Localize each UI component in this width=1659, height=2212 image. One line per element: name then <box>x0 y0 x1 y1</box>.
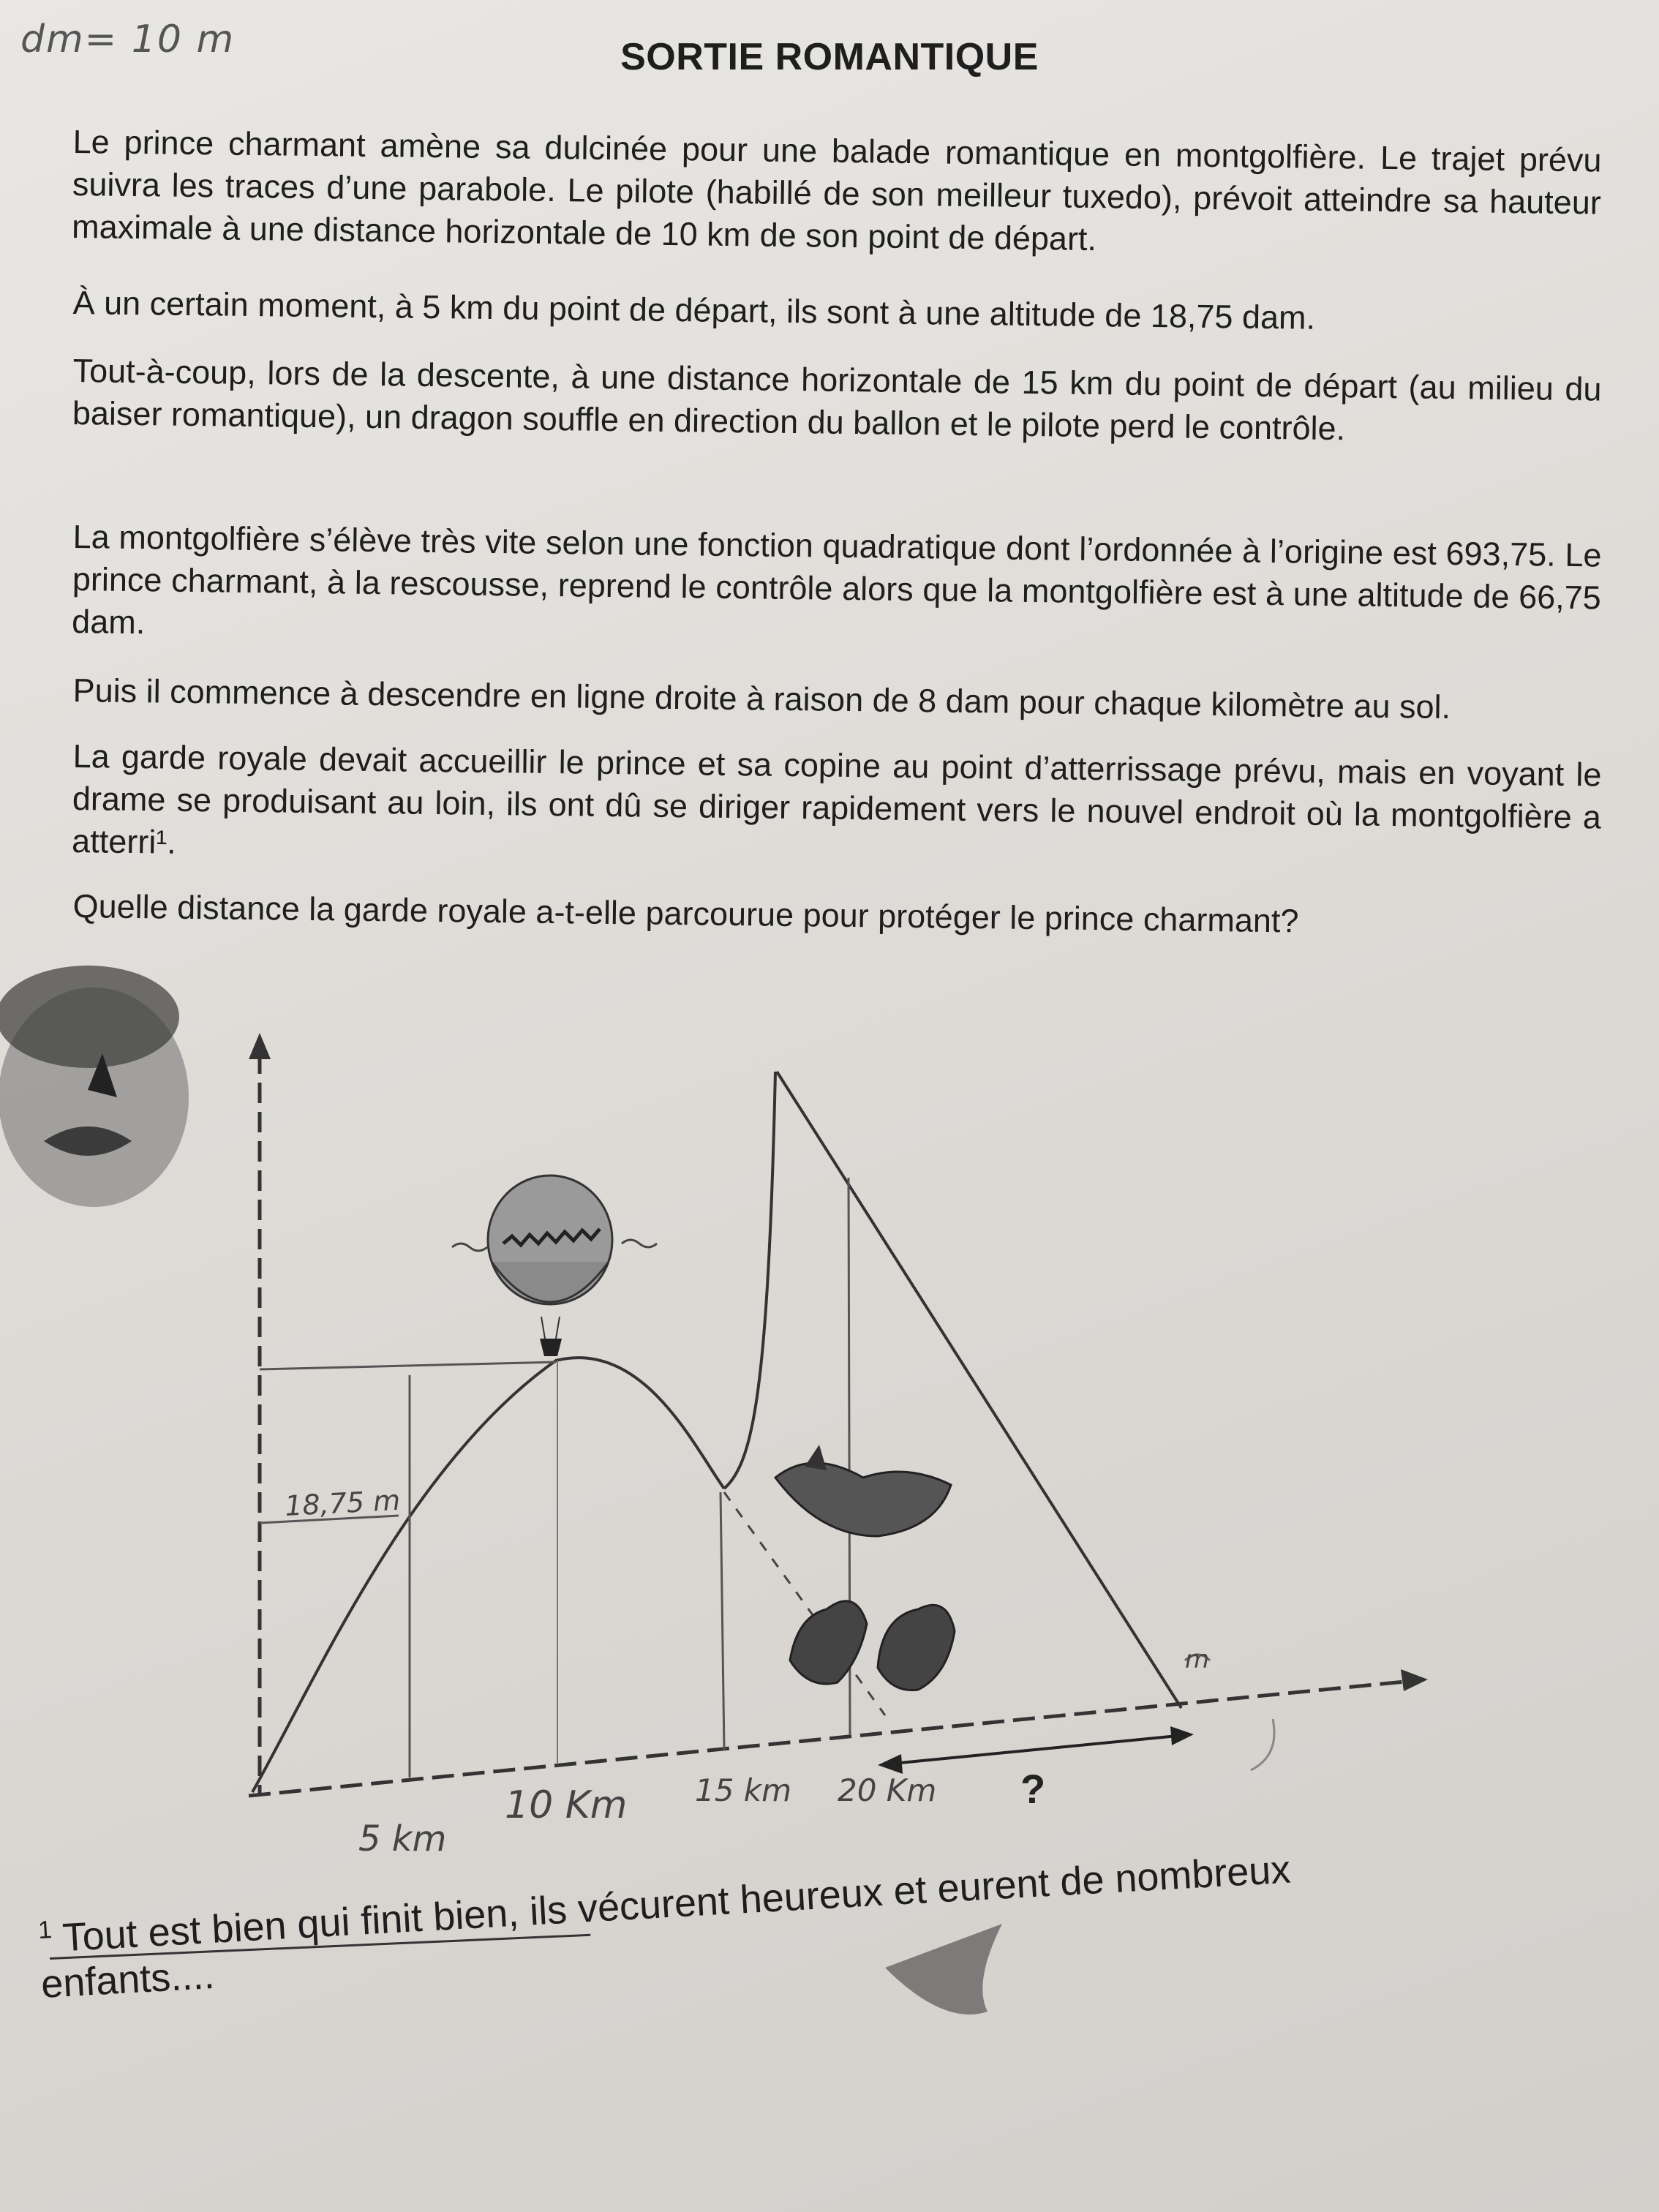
unknown-distance-label: ? <box>1020 1766 1046 1812</box>
footnote-mark: 1 <box>37 1916 53 1945</box>
parabola-curve <box>252 1358 724 1792</box>
footnote-text: Tout est bien qui finit bien, ils vécurent heureux et eurent de nombreux enfants.... <box>40 1847 1292 2007</box>
paragraph-royal-guard: La garde royale devait accueillir le prince et sa copine au point d’atterrissage prévu, mais en voyant le drame se produisant au loin, ils ont dû se diriger rapidement vers le nouvel endroit où la montgolfière a atterri¹. <box>71 737 1602 861</box>
x-label-20km: 20 Km <box>838 1772 937 1808</box>
paragraph-dragon: Tout-à-coup, lors de la descente, à une distance horizontale de 15 km du point de départ (au milieu du baiser romantique), un dragon souffle en direction du ballon et le pilote perd le contrôle. <box>72 351 1602 448</box>
y-value-label: 18,75 m <box>284 1483 402 1522</box>
paragraph-quadratic: La montgolfière s’élève très vite selon une fonction quadratique dont l’ordonnée à l’origine est 693,75. Le prince charmant, à la rescousse, reprend le contrôle alors que la montgolfière est à une altitude de 66,75 dam. <box>71 517 1602 642</box>
distance-arrow <box>885 1735 1185 1764</box>
dragon-icon <box>775 1445 951 1536</box>
side-mark-label: m <box>1185 1645 1210 1674</box>
y-axis-arrow <box>249 1033 271 1059</box>
face-doodle <box>0 966 189 1207</box>
x-label-10km: 10 Km <box>505 1783 628 1827</box>
x-axis <box>249 1681 1412 1796</box>
vline-15km <box>721 1492 724 1750</box>
margin-note: dm= 10 m <box>20 18 236 61</box>
balloon-icon <box>452 1175 657 1356</box>
rising-curve <box>724 1072 775 1489</box>
paragraph-altitude: À un certain moment, à 5 km du point de départ, ils sont à une altitude de 18,75 dam. <box>72 283 1316 336</box>
x-axis-arrow <box>1401 1669 1428 1691</box>
x-label-15km: 15 km <box>695 1772 792 1808</box>
max-height-line <box>260 1362 556 1369</box>
paragraph-question: Quelle distance la garde royale a-t-elle parcourue pour protéger le prince charmant? <box>72 887 1299 940</box>
royal-guard-icon <box>790 1601 955 1690</box>
x-label-5km: 5 km <box>358 1818 447 1859</box>
page-title: SORTIE ROMANTIQUE <box>620 36 1039 78</box>
paragraph-intro: Le prince charmant amène sa dulcinée pour une balade romantique en montgolfière. Le trajet prévu suivra les traces d’une parabole. Le pilote (habillé de son meilleur tuxedo), prévoit atteindre sa hauteur maximale à une distance horizontale de 10 km de son point de départ. <box>71 122 1602 258</box>
paragraph-descent: Puis il commence à descendre en ligne droite à raison de 8 dam pour chaque kilomètre au sol. <box>72 671 1451 726</box>
